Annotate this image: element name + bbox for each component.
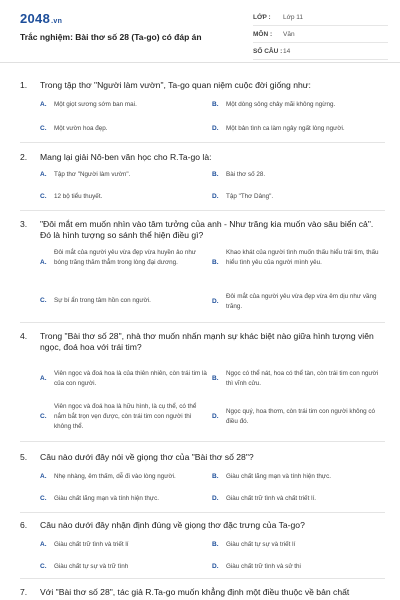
divider	[20, 512, 385, 513]
question-number: 7.	[20, 587, 28, 597]
meta-value: 14	[283, 48, 291, 55]
question-text: Câu nào dưới đây nhận định đúng về giọng thơ đặc trưng của Ta-go?	[40, 520, 305, 530]
question-text: Trong "Bài thơ số 28", nhà thơ muốn nhấn mạnh sự khác biệt nào giữa hình tượng viên ngọc, đoá hoa với trái tim?	[40, 331, 374, 352]
meta-label: LỚP :	[253, 14, 271, 21]
question-number: 5.	[20, 452, 28, 462]
question-number: 6.	[20, 520, 28, 530]
page: 2048.vn Trắc nghiệm: Bài thơ số 28 (Ta-go) có đáp án LỚP : Lớp 11 MÔN : Văn SỐ CÂU : 14 1. Trong tập thơ "Người làm vườn", Ta-go quan niệm cuộc đời giống như: A. Một giọt sương sớm ban mai. B. Một dòng sông chảy mãi không ngừng. C. Một vườn hoa đẹp. D. Một bản tình ca làm ngây ngất lòng người. 2. Mang lại giải Nô-ben văn học cho R.Ta-go là: A. Tập thơ "Người làm vườn". B. Bài thơ số 28. C. 12 bộ tiểu thuyết. D. Tập "Thơ Dâng". 3. "Đôi mắt em muốn nhìn vào tâm tưởng của anh - Như trăng kia muốn vào sâu biển cả". Đó là hình tượng so sánh thể hiện điều gì? A. Đôi mắt của người yêu vừa đẹp vừa huyền ảo như bóng trăng thăm thẳm trong lòng đại dương. B. Khao khát của người tình muốn thấu hiểu trái tim, thấu hiểu tình yêu của người mình yêu. C. Sự bí ẩn trong tâm hồn con người. D. Đôi mắt của người yêu vừa đẹp vừa êm dịu như vầng trăng. 4. Trong "Bài thơ số 28", nhà thơ muốn nhấn mạnh sự khác biệt nào giữa hình tượng viên ngọc, đoá hoa với trái tim? A. Viên ngọc và đoá hoa là của thiên nhiên, còn trái tim là của con người. B. Ngọc có thể nát, hoa có thể tàn, còn trái tim con người thì vĩnh cửu. C. Viên ngọc và đoá hoa là hữu hình, là cụ thể, có thể nắm bắt trọn vẹn được, còn trái tim con người thì không thể. D. Ngọc quý, hoa thơm, còn trái tim con người không có điều đó. 5. Câu nào dưới đây nói về giọng thơ của "Bài thơ số 28"? A. Nhẹ nhàng, êm thấm, dễ đi vào lòng người. B. Giàu chất lãng mạn và tính hiện thực. C. Giàu chất lãng mạn và tính hiện thực. D. Giàu chất trữ tình và chất triết lí. 6. Câu nào dưới đây nhận định đúng về giọng thơ đặc trưng của Ta-go? A. Giàu chất trữ tình và triết lí B. Giàu chất tự sự và triết lí C. Giàu chất tự sự và trữ tình D. Giàu chất trữ tình và sử thi 7. Với "Bài thơ số 28", tác giả R.Ta-go muốn khẳng định một điều thuộc về bản chất	[0, 0, 400, 600]
meta-row-count	[253, 44, 388, 60]
meta-row-class	[253, 10, 388, 26]
question-number: 1.	[20, 80, 28, 90]
meta-row-subject	[253, 27, 388, 43]
divider	[20, 322, 385, 323]
divider	[20, 210, 385, 211]
meta-label: SỐ CÂU :	[253, 48, 283, 55]
divider	[20, 142, 385, 143]
divider	[20, 578, 385, 579]
meta-label: MÔN :	[253, 31, 273, 38]
divider	[20, 441, 385, 442]
question-number: 2.	[20, 152, 28, 162]
question-text: Trong tập thơ "Người làm vườn", Ta-go quan niệm cuộc đời giống như:	[40, 80, 311, 90]
page-title: Trắc nghiệm: Bài thơ số 28 (Ta-go) có đáp án	[20, 32, 202, 42]
question-text: Với "Bài thơ số 28", tác giả R.Ta-go muốn khẳng định một điều thuộc về bản chất	[40, 587, 350, 597]
question-number: 3.	[20, 219, 28, 229]
meta-value: Văn	[283, 31, 295, 38]
question-text: "Đôi mắt em muốn nhìn vào tâm tưởng của anh - Như trăng kia muốn vào sâu biển cả". Đó là hình tượng so sánh thể hiện điều gì?	[40, 219, 374, 240]
question-number: 4.	[20, 331, 28, 341]
question-text: Mang lại giải Nô-ben văn học cho R.Ta-go là:	[40, 152, 212, 162]
header	[0, 0, 400, 63]
question-text: Câu nào dưới đây nói về giọng thơ của "Bài thơ số 28"?	[40, 452, 254, 462]
site-logo[interactable]: 2048.vn	[20, 11, 63, 26]
meta-value: Lớp 11	[283, 14, 304, 21]
